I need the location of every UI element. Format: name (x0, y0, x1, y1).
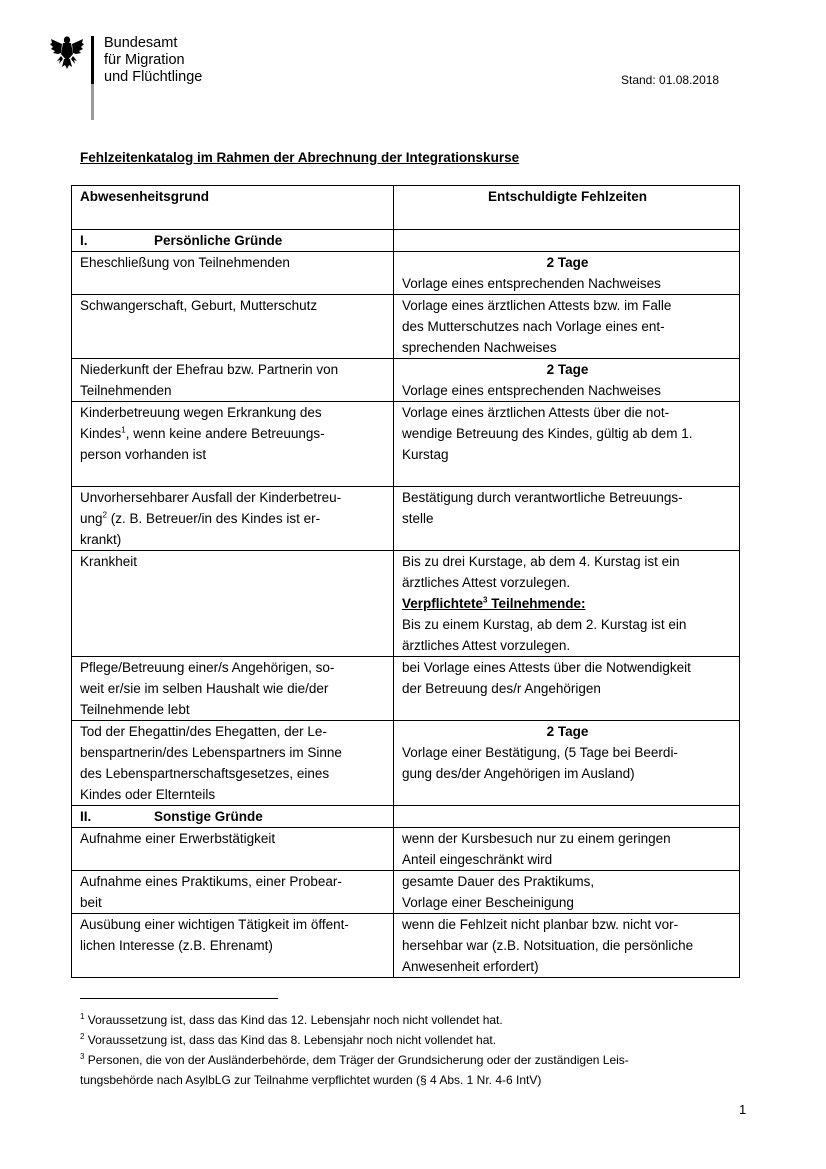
excused-cell: Vorlage eines ärztlichen Attests bzw. im Falle des Mutterschutzes nach Vorlage eines ent- sprechenden Nachweises (394, 295, 740, 359)
federal-eagle-icon (50, 34, 84, 70)
reason-cell: Aufnahme eines Praktikums, einer Probear- beit (72, 871, 394, 914)
excused-cell: Bis zu drei Kurstage, ab dem 4. Kurstag ist ein ärztliches Attest vorzulegen. Verpflichtete$^3$ Teilnehmende: Bis zu einem Kurstag, ab dem 2. Kurstag ist ein ärztliches Attest vorzulegen. (394, 551, 740, 657)
excused-cell: bei Vorlage eines Attests über die Notwendigkeit der Betreuung des/r Angehörigen (394, 657, 740, 721)
reason-cell: Pflege/Betreuung einer/s Angehörigen, so- weit er/sie im selben Haushalt wie die/der Teilnehmende lebt (72, 657, 394, 721)
section-number: I. (80, 233, 88, 248)
reason-cell: Tod der Ehegattin/des Ehegatten, der Le- benspartnerin/des Lebenspartners im Sinne des Lebenspartnerschaftsgesetzes, eines Kindes oder Elternteils (72, 721, 394, 806)
reason-cell: Aufnahme einer Erwerbstätigkeit (72, 828, 394, 871)
obligated-participants-heading: Verpflichtete$^3$ Teilnehmende: (402, 595, 586, 611)
excused-cell: Vorlage eines ärztlichen Attests über die not- wendige Betreuung des Kindes, gültig ab dem 1. Kurstag (394, 402, 740, 487)
footnote-3: $^3$ Personen, die von der Ausländerbehörde, dem Träger der Grundsicherung oder der zuständigen Leis- (80, 1052, 629, 1067)
section-row-personal (72, 230, 740, 252)
excused-cell: 2 Tage Vorlage eines entsprechenden Nachweises (394, 252, 740, 295)
excused-cell: wenn der Kursbesuch nur zu einem geringen Anteil eingeschränkt wird (394, 828, 740, 871)
footnote-3-continued: tungsbehörde nach AsylbLG zur Teilnahme verpflichtet wurden (§ 4 Abs. 1 Nr. 4-6 IntV) (80, 1073, 542, 1087)
footnote-ref: 1 (121, 425, 126, 435)
table-row (72, 828, 740, 871)
table-row (72, 871, 740, 914)
reason-cell: Krankheit (72, 551, 394, 657)
page-number: 1 (739, 1102, 747, 1117)
footnotes (80, 1010, 740, 1090)
days-value: 2 Tage (546, 255, 589, 270)
section-label: Sonstige Gründe (154, 809, 263, 824)
reason-cell: Eheschließung von Teilnehmenden (72, 252, 394, 295)
footnote-ref: 2 (102, 510, 107, 520)
excused-cell: 2 Tage Vorlage einer Bestätigung, (5 Tage bei Beerdi- gung des/der Angehörigen im Ausland) (394, 721, 740, 806)
table-row (72, 721, 740, 806)
reason-cell: Kinderbetreuung wegen Erkrankung des Kindes$^1$, wenn keine andere Betreuungs- person vorhanden ist (72, 402, 394, 487)
footnote-1: $^1$ Voraussetzung ist, dass das Kind das 12. Lebensjahr noch nicht vollendet hat. (80, 1012, 503, 1027)
column-header-reason: Abwesenheitsgrund (72, 186, 394, 230)
excused-cell: Bestätigung durch verantwortliche Betreuungs- stelle (394, 487, 740, 551)
section-row-other (72, 806, 740, 828)
reason-cell: Schwangerschaft, Geburt, Mutterschutz (72, 295, 394, 359)
table-row (72, 252, 740, 295)
table-row (72, 487, 740, 551)
excused-cell: gesamte Dauer des Praktikums, Vorlage einer Bescheinigung (394, 871, 740, 914)
section-label: Persönliche Gründe (154, 233, 283, 248)
footnote-2: $^2$ Voraussetzung ist, dass das Kind das 8. Lebensjahr noch nicht vollendet hat. (80, 1032, 497, 1047)
excused-cell: wenn die Fehlzeit nicht planbar bzw. nicht vor- hersehbar war (z.B. Notsituation, die persönliche Anwesenheit erfordert) (394, 914, 740, 978)
excused-cell: 2 Tage Vorlage eines entsprechenden Nachweises (394, 359, 740, 402)
organization-name: Bundesamt für Migration und Flüchtlinge (104, 35, 203, 85)
absence-catalog-table (71, 185, 740, 978)
footnote-ref: 3 (483, 595, 488, 605)
document-title: Fehlzeitenkatalog im Rahmen der Abrechnung der Integrationskurse (80, 150, 520, 165)
table-row (72, 359, 740, 402)
reason-cell: Unvorhersehbarer Ausfall der Kinderbetreu- ung$^2$ (z. B. Betreuer/in des Kindes ist er- krankt) (72, 487, 394, 551)
document-date: Stand: 01.08.2018 (621, 73, 720, 87)
logo-divider-accent (91, 84, 94, 120)
table-row (72, 295, 740, 359)
table-row (72, 914, 740, 978)
table-header-row (72, 186, 740, 230)
reason-cell: Niederkunft der Ehefrau bzw. Partnerin von Teilnehmenden (72, 359, 394, 402)
days-value: 2 Tage (546, 362, 589, 377)
table-row (72, 402, 740, 487)
footnote-divider (80, 998, 278, 999)
section-number: II. (80, 809, 92, 824)
column-header-excused: Entschuldigte Fehlzeiten (394, 186, 740, 230)
table-row (72, 551, 740, 657)
table-row (72, 657, 740, 721)
reason-cell: Ausübung einer wichtigen Tätigkeit im öffent- lichen Interesse (z.B. Ehrenamt) (72, 914, 394, 978)
days-value: 2 Tage (546, 724, 589, 739)
